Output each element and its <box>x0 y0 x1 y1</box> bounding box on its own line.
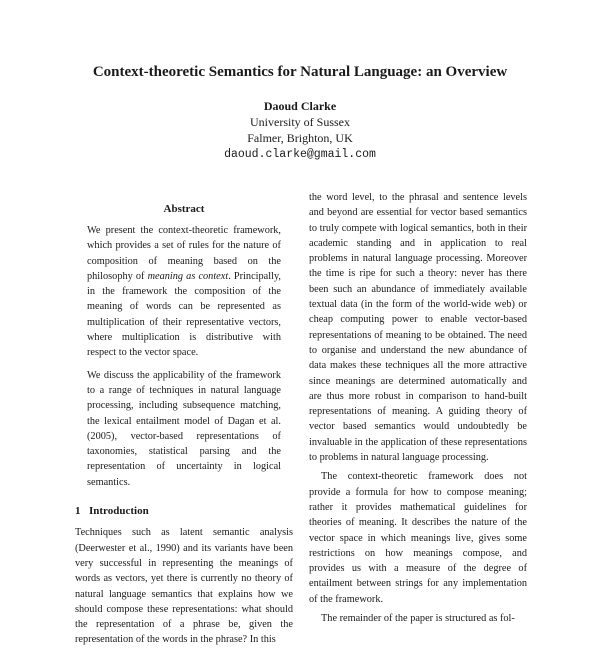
author-address: Falmer, Brighton, UK <box>247 131 353 146</box>
section-title: Introduction <box>89 505 149 518</box>
right-column <box>309 190 527 626</box>
abstract-emphasis: meaning as context <box>147 270 229 282</box>
author-email: daoud.clarke@gmail.com <box>224 147 376 161</box>
paper-title: Context-theoretic Semantics for Natural Language: an Overview <box>92 64 508 80</box>
intro-paragraph-1: Techniques such as latent semantic analysis (Deerwester et al., 1990) and its variants have been very successful in representing the meanings of words as vectors, yet there is currently no theory of natural language semantics that explains how we should compose these representations: what should the representation of a phrase be, given the representation of the words in the phrase? In this <box>75 527 293 646</box>
intro-paragraph-3: The remainder of the paper is structured as fol- <box>321 613 515 625</box>
section-heading <box>75 504 293 519</box>
abstract-heading: Abstract <box>163 203 205 215</box>
author-name: Daoud Clarke <box>263 99 337 113</box>
author-affiliation: University of Sussex <box>250 115 350 130</box>
intro-paragraph-2: The context-theoretic framework does not provide a formula for how to compose meaning; rather it provides mathematical guidelines for theories of meaning. It describes the nature of the vector space in which meanings live, gives some restrictions on how meanings compose, and provides us with a measure of the degree of entailment between strings for any implementation of the framework. <box>309 471 527 605</box>
abstract-paragraph-2: We discuss the applicability of the framework to a range of techniques in natural language processing, including subsequence matching, the lexical entailment model of Dagan et al. (2005), vector-based representations of taxonomies, statistical parsing and the representation of uncertainty in logical semantics. <box>87 369 281 488</box>
intro-paragraph-1-continued: the word level, to the phrasal and sentence levels and beyond are essential for vector based semantics to truly compete with logical semantics, both in their academic standing and in application to real problems in natural language processing. Moreover the time is ripe for such a theory: never has there been such an abundance of immediately available textual data (in the form of the world-wide web) or cheap computing power to enable vector-based representations of meaning to be obtained. The need to organise and understand the new abundance of data makes these techniques all the more attractive since meanings are determined automatically and are thus more robust in comparison to hand-built representations of meaning. A guiding theory of vector based semantics would undoubtedly be invaluable in the application of these representations to problems in natural language processing. <box>309 192 527 464</box>
left-column <box>75 201 293 648</box>
author-block <box>0 98 600 163</box>
section-number: 1 <box>75 505 81 518</box>
abstract-body <box>75 223 293 490</box>
abstract-paragraph-1: We present the context-theoretic framework, which provides a set of rules for the nature of composition of meaning based on the philosophy of meaning as context. Principally, in the framework the composition of the meaning of words can be represented as multiplication of their representative vectors, where multiplication is distributive with respect to the vector space. <box>87 225 281 359</box>
